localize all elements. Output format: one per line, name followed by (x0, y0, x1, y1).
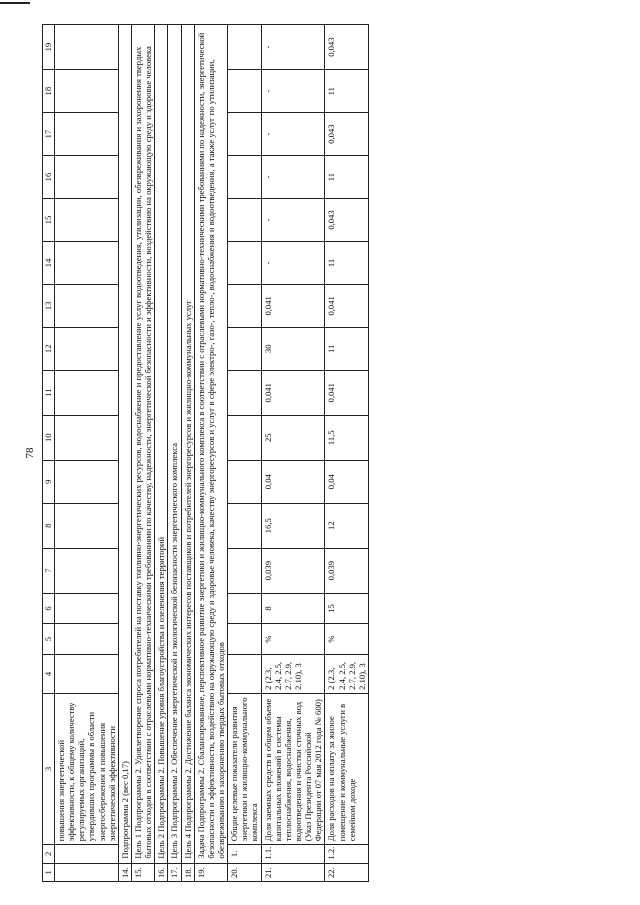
value-cell: 0,04 (261, 460, 325, 503)
rotated-page (20, 24, 620, 882)
col-header: 7 (43, 548, 55, 593)
indicator-name: Общие целевые показатели развития энергетики и жилищно-коммунального комплекса (228, 693, 261, 844)
goal-text: Цель 4 Подпрограммы 2. Достижение баланса экономических интересов поставщиков и потребителей энергоресурсов и жилищно-коммунальных услуг (181, 25, 194, 864)
row-number: 18. (181, 863, 194, 881)
col-header: 12 (43, 327, 55, 370)
value-cell: - (261, 241, 325, 284)
subprogram-title: Подпрограмма 2 (вес 0,17) (118, 25, 131, 864)
goal-text: Цель 1 Подпрограммы 2. Удовлетворение спроса потребителей на поставку топливно-энергетических ресурсов, водоснабжение и предоставление услуг водоотведения, утилизации, обезвреживания и захоронения твердых бытовых отходов в соответствии с отраслевыми нормативно-техническими требованиями по качеству, надежности, энергетической безопасности и эффективности, воздействию на окружающую среду и здоровье человека (131, 25, 154, 864)
value-cell: 0,041 (325, 284, 369, 327)
col-header: 3 (43, 693, 55, 844)
col-header: 1 (43, 863, 55, 881)
value-cell: 12 (325, 503, 369, 548)
row-number: 22. (325, 863, 369, 881)
unit-cell: % (325, 624, 369, 655)
value-cell: - (261, 199, 325, 242)
table-row-15 (131, 25, 154, 882)
col-header: 17 (43, 113, 55, 156)
value-cell: - (261, 156, 325, 199)
value-cell: 0,039 (261, 548, 325, 593)
value-cell: 0,041 (261, 284, 325, 327)
value-cell: 0,043 (325, 113, 369, 156)
col-header: 5 (43, 624, 55, 655)
value-cell: 0,041 (325, 370, 369, 415)
table-row-continued (55, 25, 119, 882)
value-cell: - (261, 25, 325, 70)
value-cell: 11 (325, 156, 369, 199)
col-header: 10 (43, 415, 55, 460)
col-header: 14 (43, 241, 55, 284)
row-number: 19. (194, 863, 227, 881)
col-header: 13 (43, 284, 55, 327)
indicator-name: Доля расходов на оплату за жилое помещение и коммунальные услуги в семейном доходе (325, 693, 369, 844)
row-number: 15. (131, 863, 154, 881)
value-cell: - (261, 70, 325, 113)
goal-text: Цель 2 Подпрограммы 2. Повышение уровня благоустройства и озеленения территорий (155, 25, 168, 864)
row-number: 20. (228, 863, 261, 881)
value-cell: 30 (261, 327, 325, 370)
table-row-16 (155, 25, 168, 882)
indicator-number: 1.2. (325, 845, 369, 863)
table-row-22 (325, 25, 369, 882)
col-header: 11 (43, 370, 55, 415)
col-header: 15 (43, 199, 55, 242)
indicator-name: Доля заемных средств в общем объеме капитальных вложений в системы теплоснабжения, водоснабжения, водоотведения и очистки сточных вод (Указ Президента Российской Федерации от 07 мая 2012 года № 600) (261, 693, 325, 844)
goal-text: Цель 3 Подпрограммы 2. Обеспечение энергетической и экологической безопасности энергетического комплекса (168, 25, 181, 864)
unit-cell: % (261, 624, 325, 655)
indicator-number: 1.1. (261, 845, 325, 863)
program-ref-cell: 2 (2.3, 2.4, 2.5, 2.7, 2.9, 2.10), 3 (261, 654, 325, 693)
value-cell: 15 (325, 593, 369, 624)
value-cell: 11 (325, 241, 369, 284)
indicator-name: повышения энергетической эффективности, к общему количеству регулируемых организаций, утвердивших программы в области энергосбережения и повышения энергетической эффективности (55, 693, 119, 844)
value-cell: 0,043 (325, 199, 369, 242)
row-number: 14. (118, 863, 131, 881)
row-number: 17. (168, 863, 181, 881)
column-number-row (43, 25, 55, 882)
indicators-table (42, 24, 369, 882)
col-header: 16 (43, 156, 55, 199)
task-text: Задача Подпрограммы 2. Сбалансированное, перспективное развитие энергетики и жилищно-коммунального комплекса в соответствии с отраслевыми нормативно-техническими требованиями по надежности, энергетической безопасности и эффективности, воздействию на окружающую среду и здоровье человека, качеству энергоресурсов и услуг в сфере электро-, газо-, тепло-, водоснабжения и водоотведения, а также услуг по утилизации, обезвреживанию и захоронению твердых бытовых отходов (194, 25, 227, 864)
value-cell: 0,041 (261, 370, 325, 415)
indicator-number: 1. (228, 845, 261, 863)
col-header: 18 (43, 70, 55, 113)
table-row-21 (261, 25, 325, 882)
value-cell: 0,04 (325, 460, 369, 503)
table-row-14 (118, 25, 131, 882)
value-cell: 11 (325, 70, 369, 113)
table-row-20 (228, 25, 261, 882)
col-header: 19 (43, 25, 55, 70)
table-row-19 (194, 25, 227, 882)
value-cell: 11 (325, 327, 369, 370)
value-cell: 25 (261, 415, 325, 460)
scan-corner-mark (0, 2, 30, 4)
col-header: 9 (43, 460, 55, 503)
page-number: 78 (24, 447, 36, 459)
col-header: 2 (43, 845, 55, 863)
table-row-17 (168, 25, 181, 882)
value-cell: 16,5 (261, 503, 325, 548)
row-number: 16. (155, 863, 168, 881)
value-cell: 11,5 (325, 415, 369, 460)
value-cell: 0,043 (325, 25, 369, 70)
col-header: 6 (43, 593, 55, 624)
col-header: 8 (43, 503, 55, 548)
value-cell: - (261, 113, 325, 156)
row-number: 21. (261, 863, 325, 881)
value-cell: 0,039 (325, 548, 369, 593)
value-cell: 8 (261, 593, 325, 624)
col-header: 4 (43, 654, 55, 693)
table-row-18 (181, 25, 194, 882)
program-ref-cell: 2 (2.3, 2.4, 2.5, 2.7, 2.9, 2.10), 3 (325, 654, 369, 693)
